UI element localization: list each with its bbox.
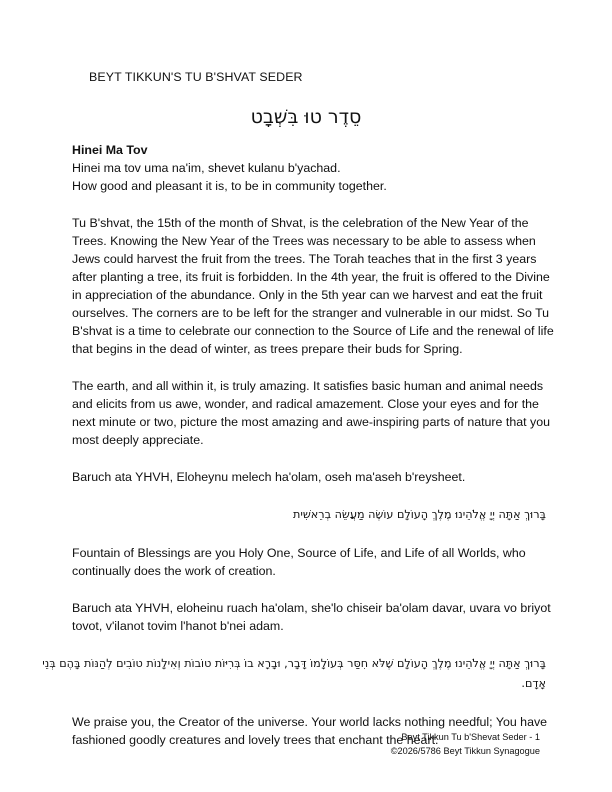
section-heading-hinei-ma-tov: Hinei Ma Tov (72, 143, 148, 157)
intro-line: that begins in the dead of winter, as trees prepare their buds for Spring. (72, 342, 463, 356)
blessing2-transliteration-line: tovot, v'ilanot tovim l'hanot b'nei adam. (72, 619, 284, 633)
earth-line: The earth, and all within it, is truly amazing. It satisfies basic human and animal needs (72, 379, 544, 393)
blessing2-hebrew-line: אָדָם. (521, 677, 546, 690)
intro-line: ourselves. The corners are to be left for the stranger and vulnerable in our midst. So Tu (72, 306, 550, 320)
page-footer (391, 730, 540, 758)
blessing2-translation-line: fashioned goodly creatures and lovely trees that enchant the heart. (72, 733, 439, 747)
intro-line: Tu B'shvat, the 15th of the month of Shvat, is the celebration of the New Year of the (72, 216, 529, 230)
intro-line: after planting a tree, its fruit is forbidden. In the 4th year, the fruit is offered to the Divine (72, 270, 550, 284)
blessing1-translation-line: Fountain of Blessings are you Holy One, Source of Life, and Life of all Worlds, who (72, 546, 526, 560)
blessing1-transliteration-line: Baruch ata YHVH, Eloheynu melech ha'olam, oseh ma'aseh b'reysheet. (72, 470, 466, 484)
hebrew-page-title: סֵדֶר טוּ בִּשְׁבָט (250, 106, 362, 128)
earth-line: and elicits from us awe, wonder, and radical amazement. Close your eyes and for the (72, 397, 539, 411)
hinei-translation: How good and pleasant it is, to be in community together. (72, 179, 387, 193)
intro-line: in appreciation of the abundance. Only in the 5th year can we harvest and eat the fruit (72, 288, 543, 302)
footer-copyright: ©2026/5786 Beyt Tikkun Synagogue (390, 746, 540, 756)
blessing1-hebrew: בָּרוּךְ אַתָּה ‏‏יְיָ אֱלֹהֵינוּ מֶלֶךְ הָעוֹלָם עוֹשֶׂה מַעֲשֵׂה בְרֵאשִׁית (293, 508, 546, 521)
page-header: BEYT TIKKUN'S TU B'SHVAT SEDER (89, 70, 303, 84)
blessing2-hebrew (42, 654, 546, 694)
intro-paragraph (72, 214, 554, 358)
document-body (42, 141, 554, 768)
earth-line: next minute or two, picture the most amazing and awe-inspiring parts of nature that you (72, 415, 550, 429)
intro-line: B'shvat is a time to celebrate our connection to the Source of Life and the renewal of life (72, 324, 554, 338)
intro-line: Jews could harvest the fruit from the trees. The Torah teaches that in the first 3 years (72, 252, 537, 266)
blessing2-hebrew-line: בָּרוּךְ אַתָּה ‏‏יְיָ אֱלֹהֵינוּ מֶלֶךְ הָעוֹלָם שֶׁלֹּא חִסַּר בְּעוֹלָמוֹ דָּבָר, וּבָרָא בוֹ בְּרִיּוֹת טוֹבוֹת וְאִילָנוֹת טוֹבִים לְהַנּוֹת בָּהֶם בְּנֵי (42, 657, 546, 670)
blessing2-translation-line: We praise you, the Creator of the universe. Your world lacks nothing needful; You have (72, 715, 548, 729)
blessing2-transliteration-line: Baruch ata YHVH, eloheinu ruach ha'olam, she'lo chiseir ba'olam davar, uvara vo briyot (72, 601, 551, 615)
intro-line: Trees. Knowing the New Year of the Trees was necessary to be able to assess when (72, 234, 536, 248)
blessing1-transliteration (72, 468, 546, 486)
footer-page-label: Beyt Tikkun Tu b'Shevat Seder - 1 (401, 732, 540, 742)
hinei-ma-tov-section (72, 141, 546, 195)
blessing2-transliteration (72, 599, 551, 635)
blessing1-translation (72, 544, 546, 580)
hinei-transliteration: Hinei ma tov uma na'im, shevet kulanu b'yachad. (72, 161, 341, 175)
blessing1-translation-line: continually does the work of creation. (72, 564, 276, 578)
earth-line: most deeply appreciate. (72, 433, 204, 447)
earth-paragraph (72, 377, 550, 449)
